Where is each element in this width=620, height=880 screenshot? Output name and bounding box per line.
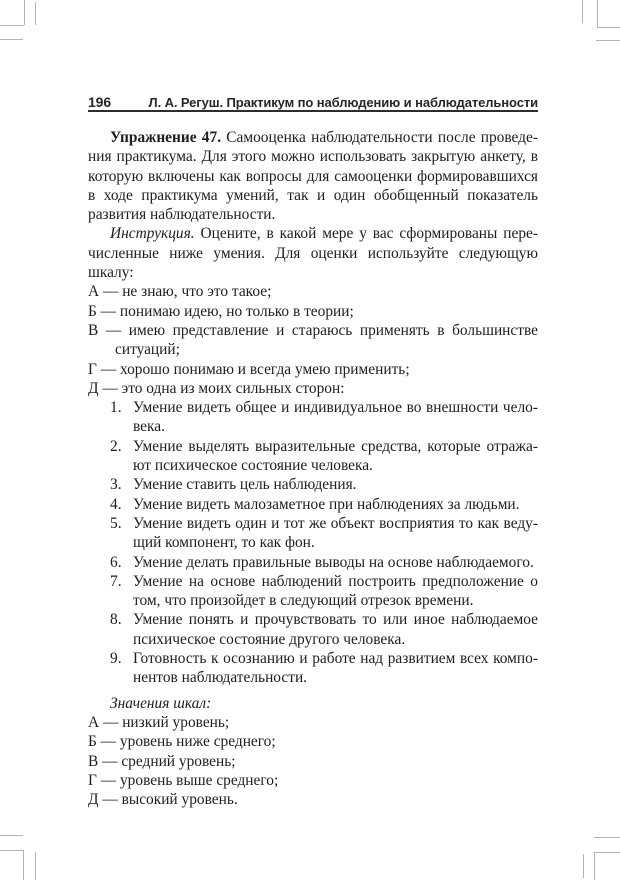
exercise-title: Упражнение 47. [110, 129, 222, 146]
crop-mark [35, 852, 36, 880]
page-header [88, 94, 538, 110]
crop-mark [24, 0, 25, 25]
crop-mark [0, 39, 23, 40]
list-item [88, 398, 538, 437]
list-item [88, 649, 538, 688]
list-item [88, 437, 538, 476]
value-item: А — низкий уровень; [88, 713, 230, 731]
instruction-label: Инструкция. [110, 225, 195, 243]
list-item [88, 475, 538, 494]
item-text: Умение ставить цель наблюдения. [133, 476, 357, 494]
item-text: Умение на основе наблюдений построить предположение о том, что произойдет в следующий отрезок времени. [133, 572, 538, 610]
crop-mark [582, 0, 583, 23]
crop-mark [594, 852, 620, 853]
exercise-intro-text: Самооценка наблюдательности после проведения практикума. Для этого можно использовать закрытую анкету, в которую включены как вопросы для самооценки формировавшихся в ходе практикума умений, так и один обобщенный показатель развития наблюдательности. [88, 129, 538, 224]
scale-item: А — не знаю, что это такое; [88, 283, 272, 301]
item-text: Умение делать правильные выводы на основе наблюдаемого. [133, 553, 534, 571]
scale-item: Д — это одна из моих сильных сторон: [88, 379, 345, 397]
crop-mark [597, 0, 598, 27]
header-rule [88, 110, 538, 112]
item-text: Умение выделять выразительные средства, которые отражают психическое состояние человека. [133, 437, 538, 475]
item-text: Готовность к осознанию и работе над развитием всех компонентов наблюдательности. [133, 650, 538, 687]
scale-values-list [88, 713, 538, 809]
value-item: Д — высокий уровень. [88, 791, 238, 809]
list-item [88, 553, 538, 572]
list-item [88, 495, 538, 514]
item-number: 8. [110, 611, 122, 629]
page-body [88, 128, 538, 809]
item-number: 2. [110, 437, 122, 455]
item-number: 3. [110, 476, 122, 494]
item-number: 5. [110, 514, 122, 532]
crop-mark [597, 27, 620, 28]
item-text: Умение видеть малозаметное при наблюдениях за людьми. [133, 495, 520, 513]
instruction-paragraph [88, 224, 538, 282]
item-number: 9. [110, 650, 122, 668]
values-label: Значения шкал: [110, 694, 212, 712]
rating-scale-list [88, 282, 538, 398]
item-number: 1. [110, 399, 122, 417]
page-number: 196 [88, 94, 112, 110]
item-number: 4. [110, 495, 122, 513]
item-text: Умение видеть один и тот же объект восприятия то как ведущий компонент, то как фон. [133, 514, 538, 552]
item-text: Умение понять и прочувствовать то или иное наблюдаемое психическое состояние другого человека. [133, 611, 538, 648]
scale-item: В — имею представление и стараюсь применять в большинстве ситуаций; [88, 321, 538, 359]
instruction-text: Оцените, в какой мере у вас сформированы перечисленные ниже умения. Для оценки используйте следующую шкалу: [88, 225, 538, 282]
list-item [88, 610, 538, 649]
crop-mark [23, 850, 24, 880]
value-item: В — средний уровень; [88, 752, 236, 770]
running-title: Л. А. Регуш. Практикум по наблюдению и наблюдательности [148, 95, 538, 110]
values-label-paragraph [88, 694, 538, 713]
item-number: 7. [110, 572, 122, 590]
crop-mark [0, 835, 23, 836]
crop-mark [594, 837, 620, 838]
value-item: Б — уровень ниже среднего; [88, 733, 276, 751]
item-text: Умение видеть общее и индивидуальное во внешности человека. [133, 399, 538, 436]
crop-mark [0, 25, 24, 26]
crop-mark [594, 852, 595, 880]
exercise-intro-paragraph [88, 128, 538, 224]
crop-mark [596, 40, 620, 41]
list-item [88, 514, 538, 553]
crop-mark [583, 854, 584, 878]
skills-list [88, 398, 538, 687]
crop-mark [0, 850, 23, 851]
scale-item: Г — хорошо понимаю и всегда умею применить; [88, 360, 410, 378]
value-item: Г — уровень выше среднего; [88, 771, 279, 789]
scale-item: Б — понимаю идею, но только в теории; [88, 302, 354, 320]
item-number: 6. [110, 553, 122, 571]
crop-mark [35, 2, 36, 25]
list-item [88, 572, 538, 611]
